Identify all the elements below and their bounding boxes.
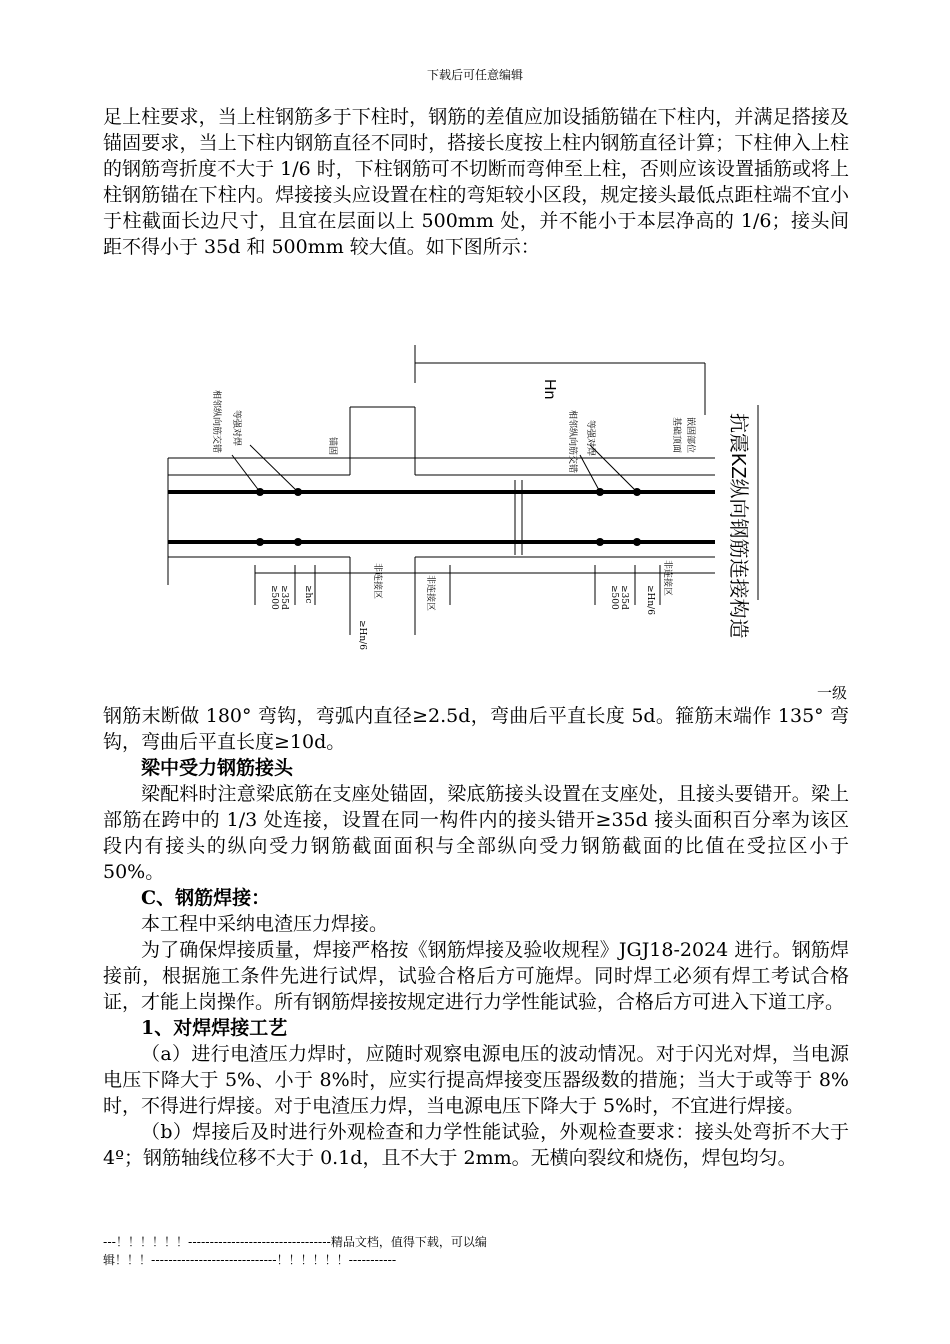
body-paragraph: 梁配料时注意梁底筋在支座处锚固，梁底筋接头设置在支座处，且接头要错开。梁上部筋在跨中的 1/3 处连接，设置在同一构件内的接头错开≥35d 接头面积百分率为该区段内有接头的纵向受力钢筋截面面积与全部纵向受力钢筋截面的比值在受拉区小于 50%。 (103, 783, 849, 883)
body-paragraph: 为了确保焊接质量，焊接严格按《钢筋焊接及验收规程》JGJ18-2024 进行。钢筋焊接前，根据施工条件先进行试焊，试验合格后方可施焊。同时焊工必须有焊工考试合格证，才能上岗操作。所有钢筋焊接按规定进行力学性能试验，合格后方可进入下道工序。 (103, 939, 849, 1013)
weld-label-right: 相邻纵向筋交错 (567, 410, 577, 474)
dim-hc: ≥hc (303, 585, 313, 604)
base-label2: 嵌固部位 (685, 417, 695, 454)
intro-section (103, 104, 849, 260)
dim-500: ≥500 (269, 585, 279, 610)
nonconn-right: 非连接区 (662, 560, 672, 597)
hn-label: Hn (541, 379, 558, 400)
weld-label-right2: 等强对焊 (585, 420, 595, 457)
figure-title: 抗震KZ纵向钢筋连接构造 (727, 413, 749, 639)
dim-hn6-b: ≥Hn/6 (645, 585, 655, 615)
dim-500b: ≥500 (609, 585, 619, 610)
weld-label-left2: 等强对焊 (231, 410, 241, 447)
intro-paragraph: 足上柱要求，当上柱钢筋多于下柱时，钢筋的差值应加设插筋锚在下柱内，并满足搭接及锚固要求，当上下柱内钢筋直径不同时，搭接长度按上柱内钢筋直径计算；下柱伸入上柱的钢筋弯折度不大于 1/6 时，下柱钢筋可不切断而弯伸至上柱，否则应该设置插筋或将上柱钢筋锚在下柱内。焊接接头应设置在柱的弯矩较小区段，规定接头最低点距柱端不宜小于柱截面长边尺寸，且宜在层面以上 500mm 处，并不能小于本层净高的 1/6；接头间距不得小于 35d 和 500mm 较大值。如下图所示： (103, 106, 849, 258)
body-paragraph: （b）焊接后及时进行外观检查和力学性能试验，外观检查要求：接头处弯折不大于 4º；钢筋轴线位移不大于 0.1d，且不大于 2mm。无横向裂纹和烧伤，焊包均匀。 (103, 1121, 849, 1169)
weld-label-left: 相邻纵向筋交错 (211, 390, 221, 454)
base-label: 基础顶面 (671, 417, 681, 454)
level-label: 一级 (816, 684, 847, 702)
diagram-svg (160, 335, 780, 650)
dim-35d: ≥35d (279, 585, 289, 610)
column-rebar-diagram (160, 335, 780, 650)
section-heading: 1、对焊焊接工艺 (141, 1017, 288, 1039)
nonconn-left: 非连接区 (372, 563, 382, 600)
body-paragraph: 本工程中采纳电渣压力焊接。 (141, 913, 389, 935)
nonconn-mid: 非连接区 (425, 575, 435, 612)
section-heading: C、钢筋焊接： (141, 887, 271, 909)
main-section (103, 703, 849, 1171)
dim-hn6: ≥Hn/6 (357, 620, 367, 650)
dim-35d-b: ≥35d (619, 585, 629, 610)
footer-line-2: 辑！！！-----------------------------！！！！！！----------- (103, 1253, 397, 1267)
body-paragraph: （a）进行电渣压力焊时，应随时观察电源电压的波动情况。对于闪光对焊，当电源电压下降大于 5%、小于 8%时，应实行提高焊接变压器级数的措施；当大于或等于 8%时，不得进行焊接。对于电渣压力焊，当电源电压下降大于 5%时，不宜进行焊接。 (103, 1043, 849, 1117)
page-footer (103, 1233, 573, 1269)
section-heading: 梁中受力钢筋接头 (141, 757, 294, 779)
page-header: 下载后可任意编辑 (426, 68, 523, 82)
footer-line-1: ---！！！！！！---------------------------------精品文档，值得下载，可以编 (103, 1235, 487, 1249)
body-paragraph: 钢筋末断做 180° 弯钩，弯弧内直径≥2.5d，弯曲后平直长度 5d。箍筋末端作 135° 弯钩，弯曲后平直长度≥10d。 (103, 705, 849, 753)
anchor-label: 锚固 (327, 437, 337, 456)
